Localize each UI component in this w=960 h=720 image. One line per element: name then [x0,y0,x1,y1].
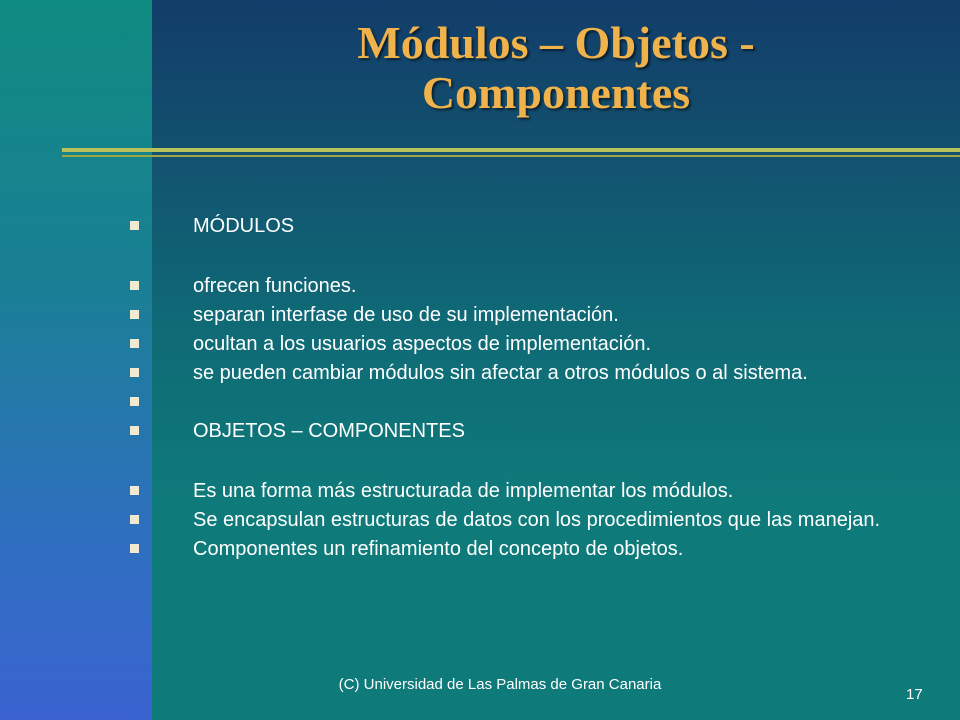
bullet-item [130,216,930,236]
slide-title-line2: Componentes [421,67,691,118]
slide-title [152,18,960,118]
square-bullet-icon [130,515,139,524]
bullet-text: MÓDULOS [193,215,295,237]
bullet-item [130,276,930,296]
bullet-list [130,216,930,559]
bullet-item [130,305,930,325]
bullet-item [130,363,843,383]
bullet-item [130,481,930,501]
title-divider-secondary [62,155,960,157]
title-divider [62,148,960,152]
bullet-text: ofrecen funciones. [193,275,357,297]
bullet-item-empty [130,392,930,412]
square-bullet-icon [130,426,139,435]
square-bullet-icon [130,486,139,495]
bullet-text: Se encapsulan estructuras de datos con los procedimientos que las manejan. [193,509,881,531]
bullet-item [130,334,930,354]
bullet-text: Es una forma más estructurada de implementar los módulos. [193,480,734,502]
square-bullet-icon [130,368,139,377]
bullet-text: OBJETOS – COMPONENTES [193,420,465,442]
bullet-item [130,421,930,441]
square-bullet-icon [130,310,139,319]
square-bullet-icon [130,544,139,553]
bullet-text: se pueden cambiar módulos sin afectar a otros módulos o al sistema. [193,362,808,384]
bullet-item [130,510,913,530]
bullet-text: separan interfase de uso de su implementación. [193,304,619,326]
page-number: 17 [906,686,923,703]
bullet-text: Componentes un refinamiento del concepto de objetos. [193,538,684,560]
slide-title-line1: Módulos – Objetos - [357,17,755,68]
square-bullet-icon [130,397,139,406]
square-bullet-icon [130,339,139,348]
square-bullet-icon [130,221,139,230]
bullet-item [130,539,930,559]
bullet-text: ocultan a los usuarios aspectos de implementación. [193,333,652,355]
slide-footer: (C) Universidad de Las Palmas de Gran Canaria [338,676,662,693]
square-bullet-icon [130,281,139,290]
